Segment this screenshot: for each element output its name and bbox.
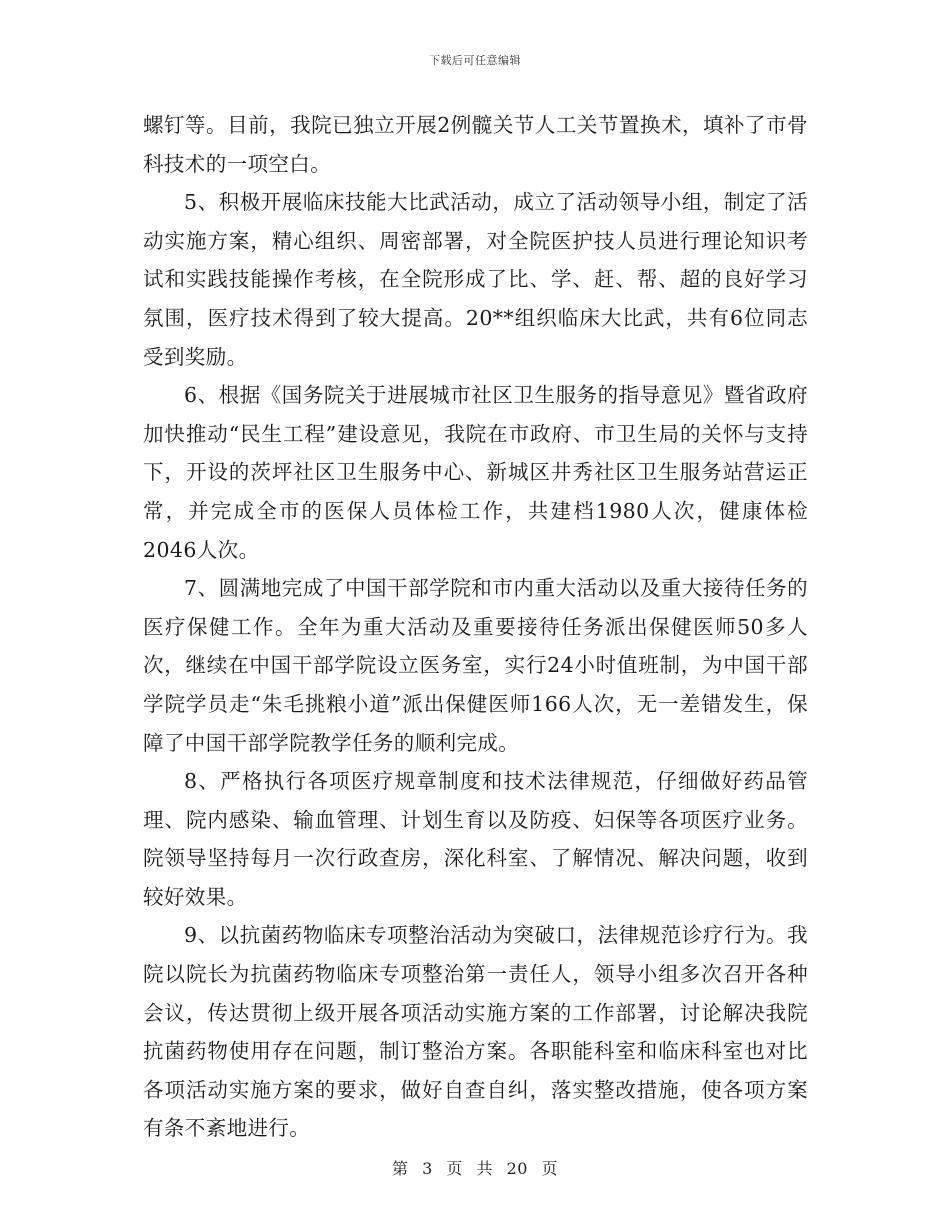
footer-total-pages: 20 <box>506 1159 528 1178</box>
paragraph-item-5: 5、积极开展临床技能大比武活动，成立了活动领导小组，制定了活动实施方案，精心组织、周密部署，对全院医护技人员进行理论知识考试和实践技能操作考核，在全院形成了比、学、赶、帮、超的良好学习氛围，医疗技术得到了较大提高。20**组织临床大比武，共有6位同志受到奖励。 <box>143 190 808 369</box>
paragraph-item-8: 8、严格执行各项医疗规章制度和技术法律规范，仔细做好药品管理、院内感染、输血管理、计划生育以及防疫、妇保等各项医疗业务。院领导坚持每月一次行政查房，深化科室、了解情况、解决问题，收到较好效果。 <box>143 769 808 909</box>
footer-prefix: 第 <box>391 1159 409 1178</box>
footer-total-label: 共 <box>476 1159 493 1178</box>
footer-suffix: 页 <box>541 1159 559 1178</box>
paragraph-item-9: 9、以抗菌药物临床专项整治活动为突破口，法律规范诊疗行为。我院以院长为抗菌药物临床专项整治第一责任人，领导小组多次召开各种会议，传达贯彻上级开展各项活动实施方案的工作部署，讨论解决我院抗菌药物使用存在问题，制订整治方案。各职能科室和临床科室也对比各项活动实施方案的要求，做好自查自纠，落实整改措施，使各项方案有条不紊地进行。 <box>143 923 808 1141</box>
page-footer <box>0 1156 950 1179</box>
document-body <box>143 106 808 1148</box>
paragraph-continuation: 螺钉等。目前，我院已独立开展2例髋关节人工关节置换术，填补了市骨科技术的一项空白。 <box>143 113 808 176</box>
footer-middle: 页 <box>446 1159 463 1178</box>
paragraph-item-6: 6、根据《国务院关于进展城市社区卫生服务的指导意见》暨省政府加快推动“民生工程”建设意见，我院在市政府、市卫生局的关怀与支持下，开设的茨坪社区卫生服务中心、新城区井秀社区卫生服务站营运正常，并完成全市的医保人员体检工作，共建档1980人次，健康体检2046人次。 <box>143 383 808 562</box>
page-header: 下载后可任意编辑 <box>429 54 521 67</box>
footer-page-number: 3 <box>422 1159 433 1178</box>
paragraph-item-7: 7、圆满地完成了中国干部学院和市内重大活动以及重大接待任务的医疗保健工作。全年为重大活动及重要接待任务派出保健医师50多人次，继续在中国干部学院设立医务室，实行24小时值班制，为中国干部学院学员走“朱毛挑粮小道”派出保健医师166人次，无一差错发生，保障了中国干部学院教学任务的顺利完成。 <box>143 576 808 755</box>
